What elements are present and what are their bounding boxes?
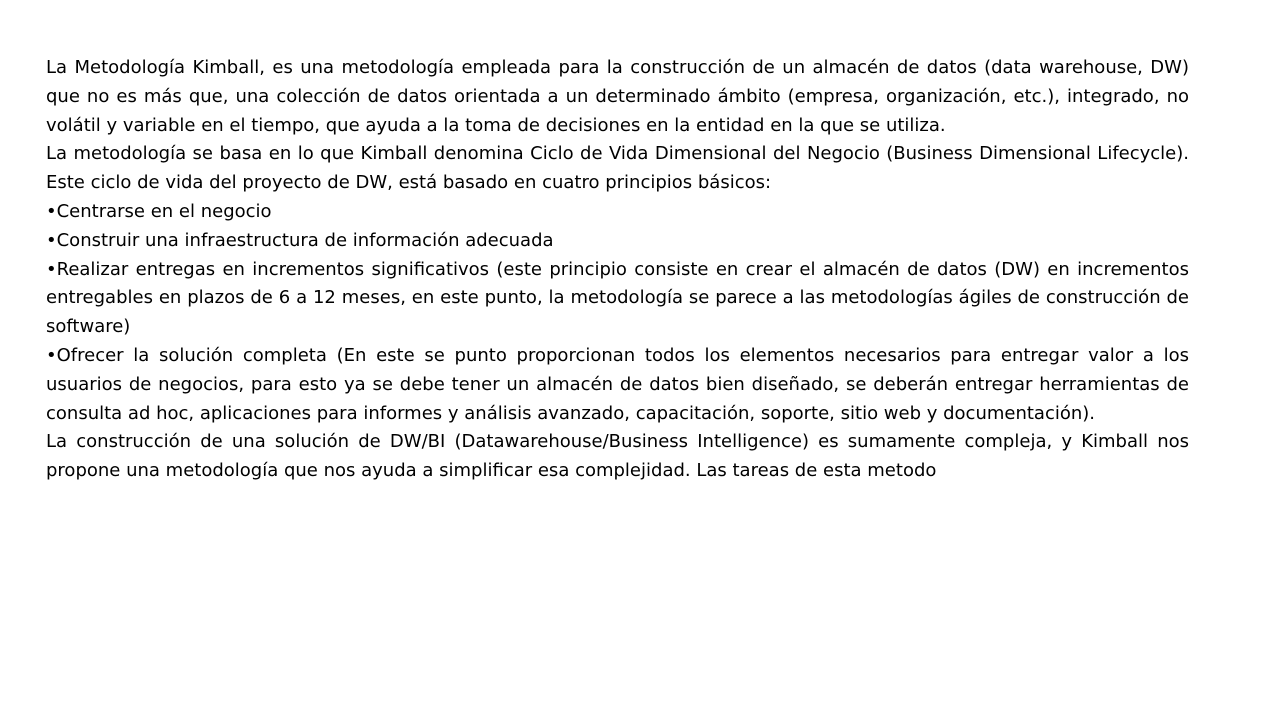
bullet-infrastructure: •Construir una infraestructura de información adecuada xyxy=(46,229,554,251)
text-body xyxy=(46,54,1189,486)
paragraph-methodology: La metodología se basa en lo que Kimball denomina Ciclo de Vida Dimensional del Negocio (Business Dimensional Lifecycle). Este ciclo de vida del proyecto de DW, está basado en cuatro principios básicos: xyxy=(46,143,1189,194)
bullet-business-focus: •Centrarse en el negocio xyxy=(46,200,272,222)
paragraph-dwbi: La construcción de una solución de DW/BI (Datawarehouse/Business Intelligence) es sumamente compleja, y Kimball nos propone una metodología que nos ayuda a simplificar esa complejidad. Las tareas de esta metodo xyxy=(46,431,1189,482)
bullet-complete-solution: •Ofrecer la solución completa (En este se punto proporcionan todos los elementos necesarios para entregar valor a los usuarios de negocios, para esto ya se debe tener un almacén de datos bien diseñado, se deberán entregar herramientas de consulta ad hoc, aplicaciones para informes y análisis avanzado, capacitación, soporte, sitio web y documentación). xyxy=(46,344,1189,424)
paragraph-intro: La Metodología Kimball, es una metodología empleada para la construcción de un almacén de datos (data warehouse, DW) que no es más que, una colección de datos orientada a un determinado ámbito (empresa, organización, etc.), integrado, no volátil y variable en el tiempo, que ayuda a la toma de decisiones en la entidad en la que se utiliza. xyxy=(46,57,1189,136)
bullet-incremental-delivery: •Realizar entregas en incrementos significativos (este principio consiste en crear el almacén de datos (DW) en incrementos entregables en plazos de 6 a 12 meses, en este punto, la metodología se parece a las metodologías ágiles de construcción de software) xyxy=(46,258,1189,338)
